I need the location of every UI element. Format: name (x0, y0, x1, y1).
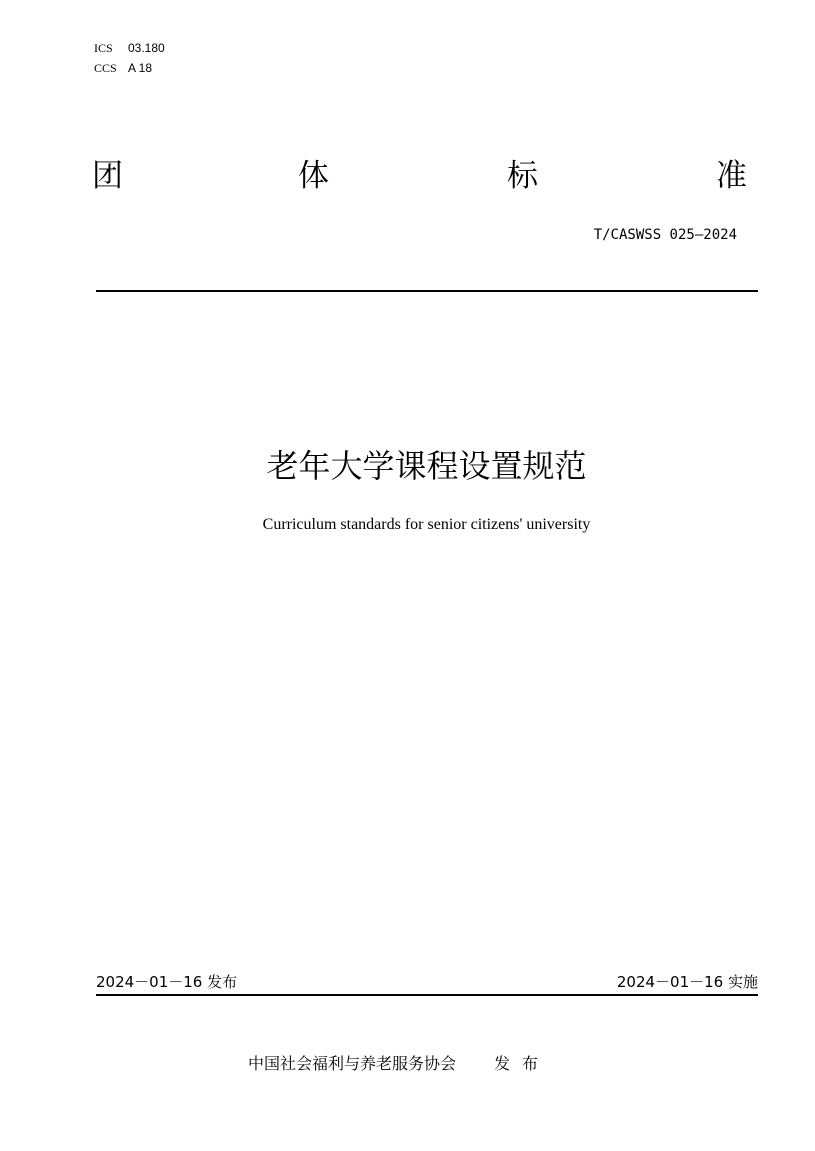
ccs-label: CCS (94, 61, 117, 75)
issuer-organization: 中国社会福利与养老服务协会 (248, 1054, 457, 1073)
header-char-4: 准 (716, 158, 747, 194)
title-chinese: 老年大学课程设置规范 (266, 447, 587, 485)
ics-value: 03.180 (128, 41, 165, 55)
header-char-3: 标 (507, 158, 538, 194)
top-divider (96, 290, 758, 292)
title-english: Curriculum standards for senior citizens' university (262, 516, 591, 533)
ccs-value: A 18 (128, 61, 153, 75)
issuer (248, 1052, 550, 1076)
header-char-2: 体 (298, 158, 329, 194)
standard-number: T/CASWSS 025—2024 (593, 227, 737, 243)
ccs-code (94, 58, 152, 78)
header-char-1: 团 (92, 158, 123, 194)
bottom-divider (96, 994, 758, 996)
release-date: 2024－01－16 发布 (96, 973, 238, 991)
issuer-action: 发布 (494, 1054, 551, 1073)
ics-code (94, 38, 165, 58)
ics-label: ICS (94, 41, 113, 55)
implementation-date: 2024－01－16 实施 (616, 973, 758, 991)
